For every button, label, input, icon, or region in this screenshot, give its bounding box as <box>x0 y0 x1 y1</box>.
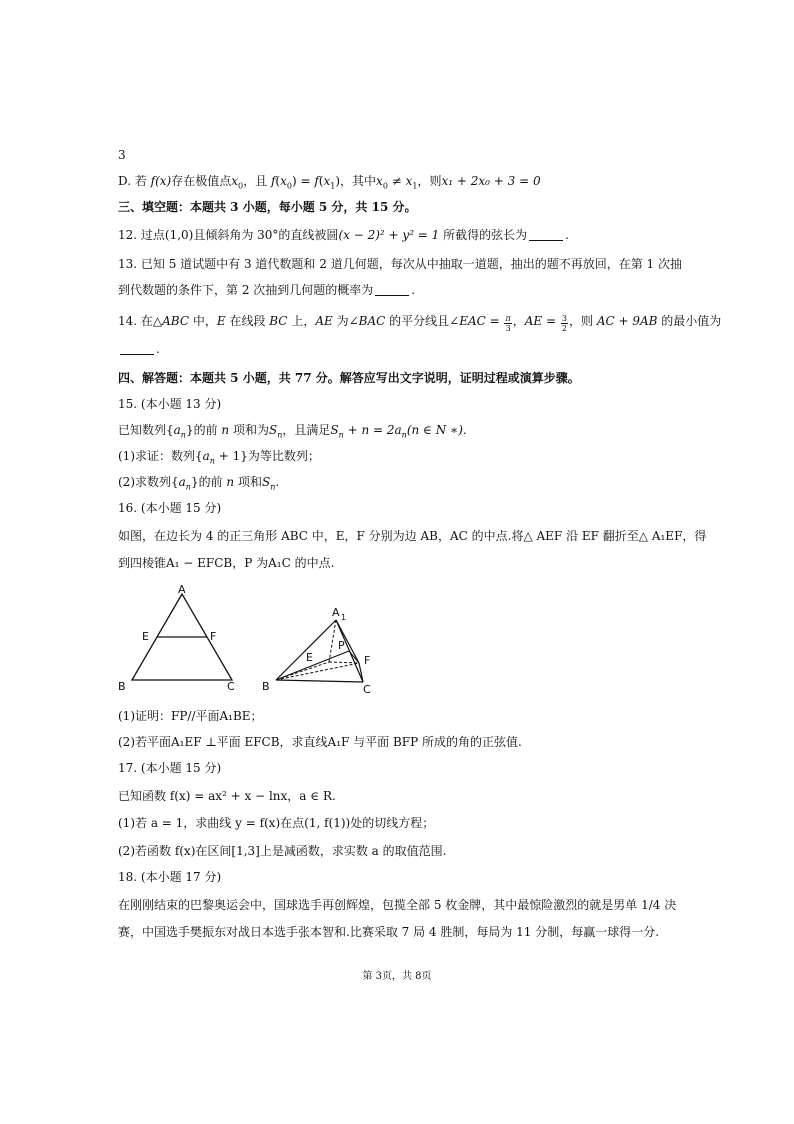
question-17-stem: 已知函数 f(x) = ax² + x − lnx，a ∈ R. <box>118 789 336 803</box>
question-16-part1: (1)证明：FP//平面A₁BE； <box>118 709 263 723</box>
question-15-stem: 已知数列$\{a_n\}$的前 n 项和为$S_n$，且满足$S_n + n = 2a_n(n$ ∈ N ∗). <box>118 423 467 440</box>
page-footer: 第 3页，共 8页 <box>362 971 432 982</box>
top-number: 3 <box>118 148 126 162</box>
figure-triangle-abc <box>112 582 252 698</box>
question-16-line1: 如图，在边长为 4 的正三角形 ABC 中，E，F 分别为边 AB，AC 的中点.将△ AEF 沿 EF 翻折至△ A₁EF，得 <box>118 529 707 543</box>
pi-over-3: $\frac{\pi}{3}$ <box>505 314 511 333</box>
figure-pyramid <box>256 600 386 700</box>
question-18-line2: 赛，中国选手樊振东对战日本选手张本智和.比赛采取 7 局 4 胜制，每局为 11 分制，每赢一球得一分. <box>118 925 660 939</box>
question-14-blank: . <box>118 341 160 357</box>
section4-title: 四、解答题：本题共 5 小题，共 77 分。解答应写出文字说明，证明过程或演算步骤。 <box>118 371 580 385</box>
label-e: E <box>142 630 149 643</box>
label-a1: A <box>332 606 340 619</box>
question-14: 14. 在△ABC 中，E 在线段 BC 上，AE 为∠BAC 的平分线且∠EAC = $\frac{\pi}{3}$ ，AE = $\frac{3}{2}$ ，则 AC + 9AB 的最小值为 <box>118 314 722 333</box>
label-e: E <box>306 651 313 664</box>
question-17-part1: (1)若 a = 1，求曲线 y = f(x)在点(1, f(1))处的切线方程； <box>118 816 435 830</box>
question-16-line2: 到四棱锥A₁ − EFCB，P 为A₁C 的中点. <box>118 556 335 570</box>
answer-blank <box>375 284 409 296</box>
answer-blank <box>529 229 563 241</box>
label-p: P <box>338 639 345 652</box>
question-18-head: 18. (本小题 17 分) <box>118 870 222 884</box>
answer-blank <box>120 343 154 355</box>
question-17-part2: (2)若函数 f(x)在区间[1,3]上是减函数，求实数 a 的取值范围. <box>118 844 447 858</box>
option-d-equation: x₁ + 2x₀ + 3 = 0 <box>441 174 541 188</box>
question-16-part2: (2)若平面A₁EF ⊥平面 EFCB，求直线A₁F 与平面 BFP 所成的角的正弦值. <box>118 735 522 749</box>
question-13-line1: 13. 已知 5 道试题中有 3 道代数题和 2 道几何题，每次从中抽取一道题，抽出的题不再放回，在第 1 次抽 <box>118 257 682 271</box>
option-d: D. 若 f(x)存在极值点$x_0$，且 $f(x_0) = f(x_1)$，其中$x_0 \ne x_1$，则x₁ + 2x₀ + 3 = 0 <box>118 174 541 191</box>
label-b: B <box>118 680 126 693</box>
question-13-line2: 到代数题的条件下，第 2 次抽到几何题的概率为 . <box>118 283 416 297</box>
question-18-line1: 在刚刚结束的巴黎奥运会中，国球选手再创辉煌，包揽全部 5 枚金牌，其中最惊险激烈的就是男单 1/4 决 <box>118 898 677 912</box>
label-f: F <box>364 654 371 667</box>
three-halves: $\frac{3}{2}$ <box>561 314 567 333</box>
svg-text:1: 1 <box>341 613 347 622</box>
section3-title: 三、填空题：本题共 3 小题，每小题 5 分，共 15 分。 <box>118 200 417 214</box>
label-f: F <box>210 630 217 643</box>
label-c: C <box>363 683 371 696</box>
label-a: A <box>178 583 186 596</box>
question-17-head: 17. (本小题 15 分) <box>118 761 222 775</box>
question-15-part1: (1)求证：数列$\{a_n + 1\}$为等比数列； <box>118 449 320 466</box>
label-c: C <box>227 680 235 693</box>
question-15-head: 15. (本小题 13 分) <box>118 397 222 411</box>
label-b: B <box>262 680 270 693</box>
question-12: 12. 过点(1,0)且倾斜角为 30°的直线被圆(x − 2)² + y² = 1 所截得的弦长为 . <box>118 228 569 242</box>
question-16-head: 16. (本小题 15 分) <box>118 501 222 515</box>
question-15-part2: (2)求数列$\{a_n\}$的前 n 项和$S_n$. <box>118 475 280 492</box>
